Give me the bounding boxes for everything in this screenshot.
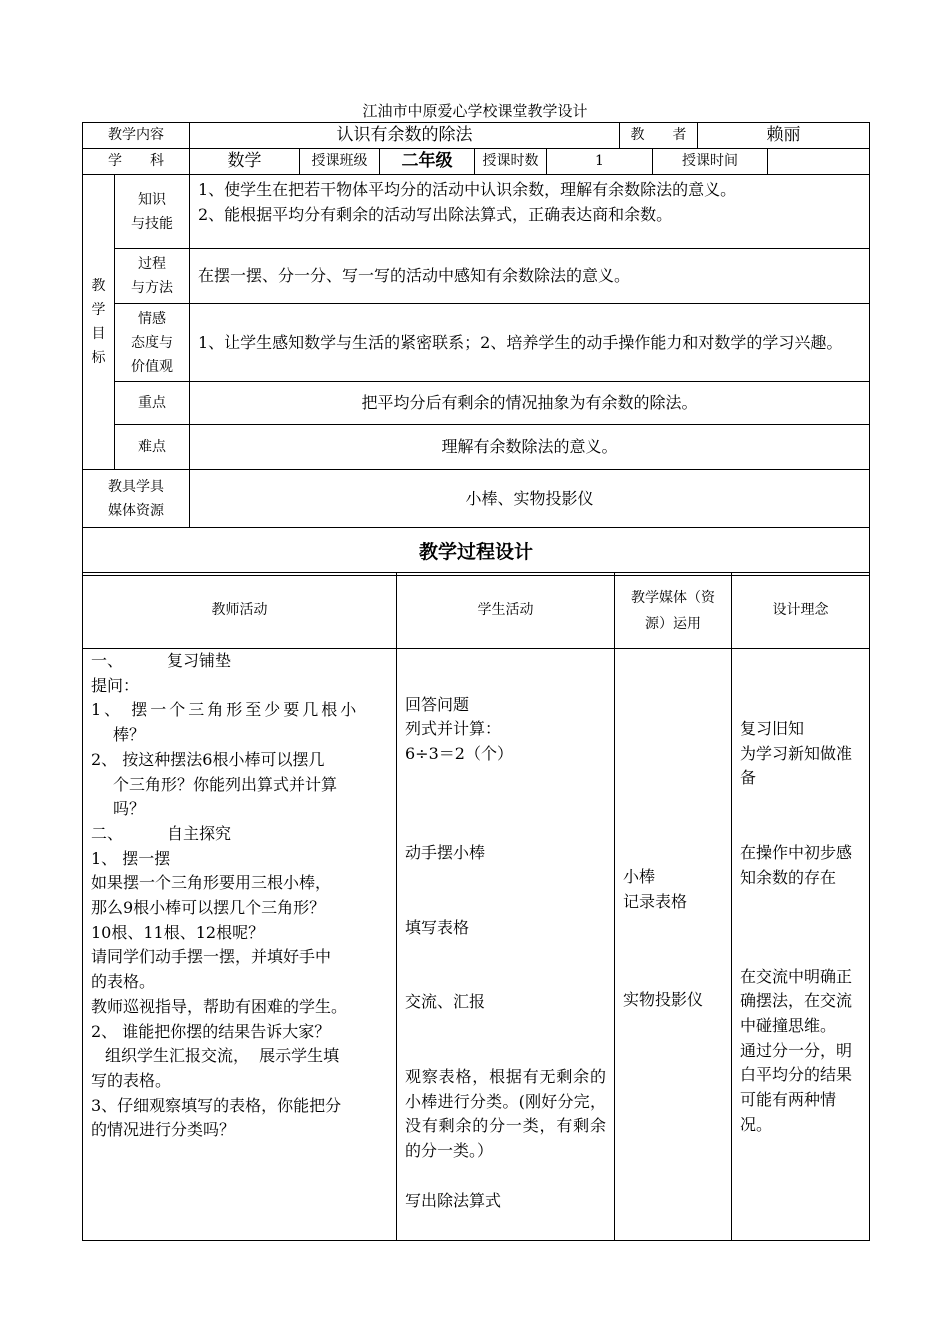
document-title: 江油市中原爱心学校课堂教学设计 (362, 102, 588, 120)
knowledge-text: 1、使学生在把若干物体平均分的活动中认识余数，理解有余数除法的意义。 2、能根据平均分有剩余的活动写出除法算式，正确表达商和余数。 (190, 175, 870, 249)
concept-operation: 在操作中初步感知余数的存在 (740, 843, 853, 887)
process-design-table (82, 572, 870, 1241)
subject-label: 学 科 (83, 149, 190, 175)
resources-text: 小棒、实物投影仪 (190, 470, 870, 528)
teacher-label: 教 者 (620, 123, 698, 149)
process-design-heading: 教学过程设计 (83, 528, 870, 576)
teacher-activity-header: 教师活动 (83, 573, 397, 649)
step-3-cont: 的情况进行分类吗？ (91, 1120, 236, 1140)
step-1-text: 请同学们动手摆一摆，并填好手中 (91, 947, 332, 967)
question-2-end: 吗？ (113, 799, 146, 819)
concept-cell (732, 649, 870, 1241)
class-label: 授课班级 (300, 149, 380, 175)
student-write-equation: 写出除法算式 (405, 1190, 502, 1210)
content-value: 认识有余数的除法 (190, 123, 620, 149)
step-2-text: 写的表格。 (91, 1070, 172, 1090)
key-text: 把平均分后有剩余的情况抽象为有余数的除法。 (190, 382, 870, 425)
difficulty-text: 理解有余数除法的意义。 (190, 425, 870, 470)
step-2-text: 组织学生汇报交流， 展示学生填 (105, 1046, 340, 1066)
step-1: 1、 摆一摆 (91, 848, 171, 868)
student-equation: 6÷3＝2（个） (405, 744, 513, 764)
section-2-heading: 二、 自主探究 (91, 823, 232, 843)
question-2: 2、 按这种摆法6根小棒可以摆几 (91, 749, 325, 769)
student-calc: 列式并计算： (405, 719, 502, 739)
concept-review: 复习旧知 (740, 719, 805, 738)
media-record-table: 记录表格 (623, 891, 688, 911)
student-answer: 回答问题 (405, 694, 470, 714)
student-report: 交流、汇报 (405, 992, 486, 1012)
time-label: 授课时间 (653, 149, 768, 175)
section-1-heading: 一、 复习铺垫 (91, 651, 232, 670)
knowledge-label: 知识 与技能 (115, 175, 190, 249)
media-header: 教学媒体（资 源）运用 (615, 573, 732, 649)
difficulty-label: 难点 (115, 425, 190, 470)
teacher-activity-cell (83, 649, 397, 1241)
concept-prepare: 为学习新知做准备 (740, 743, 853, 788)
student-fill-table: 填写表格 (405, 917, 470, 937)
key-label: 重点 (115, 382, 190, 425)
media-projector: 实物投影仪 (623, 990, 704, 1010)
ask-line: 提问： (91, 675, 140, 695)
student-sticks: 动手摆小棒 (405, 842, 486, 862)
step-1-text: 教师巡视指导，帮助有困难的学生。 (91, 996, 348, 1016)
hours-label: 授课时数 (475, 149, 547, 175)
concept-header: 设计理念 (732, 573, 870, 649)
media-sticks: 小棒 (623, 867, 656, 886)
subject-value: 数学 (190, 149, 300, 175)
time-value (768, 149, 870, 175)
process-text: 在摆一摆、分一分、写一写的活动中感知有余数除法的意义。 (190, 249, 870, 304)
teacher-value: 赖丽 (698, 123, 870, 149)
hours-value: 1 (547, 149, 653, 175)
step-1-text: 那么9根小棒可以摆几个三角形？ (91, 898, 326, 918)
step-3: 3、仔细观察填写的表格，你能把分 (91, 1095, 342, 1115)
question-1-cont: 棒？ (113, 725, 146, 745)
student-activity-cell (397, 649, 615, 1241)
step-1-text: 的表格。 (91, 972, 156, 992)
objectives-group-label: 教 学 目 标 (83, 175, 115, 470)
process-label: 过程 与方法 (115, 249, 190, 304)
step-1-text: 如果摆一个三角形要用三根小棒， (91, 873, 332, 893)
step-2: 2、 谁能把你摆的结果告诉大家？ (91, 1021, 331, 1041)
question-1: 1、 摆一个三角形至少要几根小 (91, 700, 360, 720)
concept-exchange: 在交流中明确正确摆法，在交流中碰撞思维。 (740, 966, 853, 1035)
question-2-cont: 个三角形？你能列出算式并计算 (113, 774, 338, 794)
media-cell (615, 649, 732, 1241)
content-label: 教学内容 (83, 123, 190, 149)
concept-division: 通过分一分，明白平均分的结果可能有两种情况。 (740, 1040, 853, 1134)
lesson-info-table (82, 122, 870, 576)
emotion-text: 1、让学生感知数学与生活的紧密联系；2、培养学生的动手操作能力和对数学的学习兴趣。 (190, 304, 870, 382)
emotion-label: 情感 态度与 价值观 (115, 304, 190, 382)
student-classify: 观察表格，根据有无剩余的小棒进行分类。(刚好分完，没有剩余的分一类，有剩余的分一类。） (405, 1066, 606, 1161)
student-activity-header: 学生活动 (397, 573, 615, 649)
class-value: 二年级 (380, 149, 475, 175)
step-1-text: 10根、11根、12根呢？ (91, 922, 265, 942)
resources-label: 教具学具 媒体资源 (83, 470, 190, 528)
